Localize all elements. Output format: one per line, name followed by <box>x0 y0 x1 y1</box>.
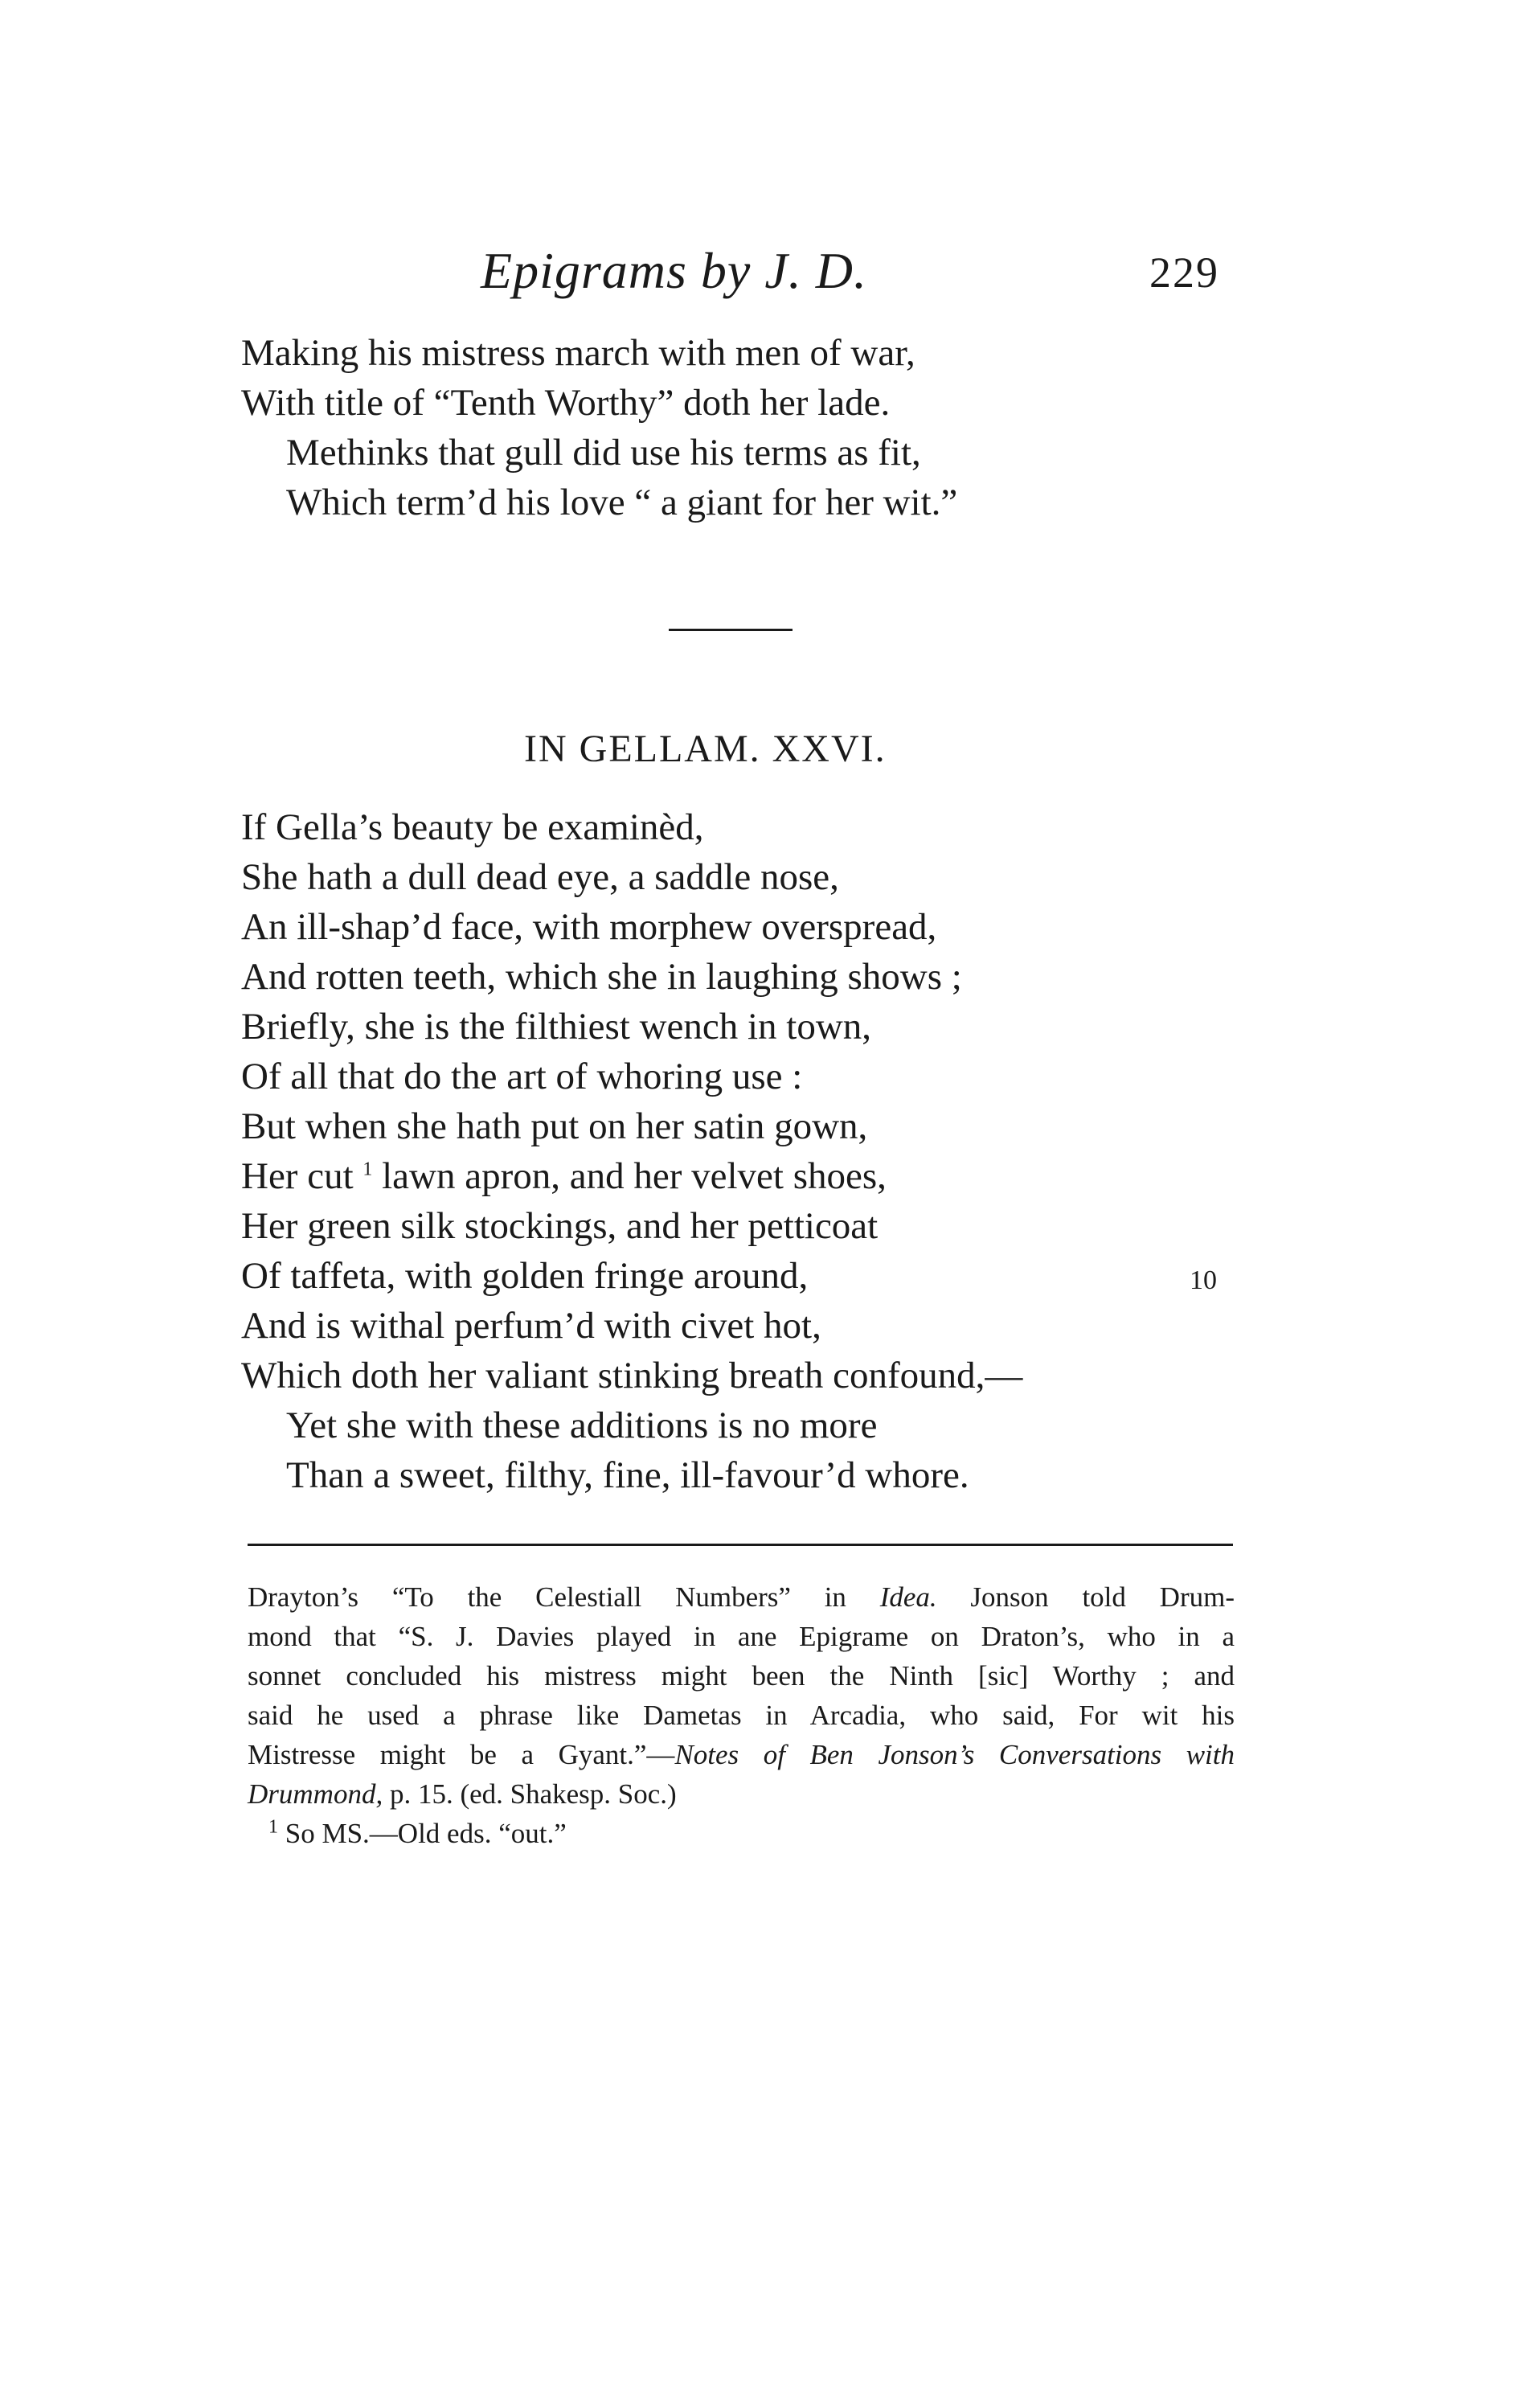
page-number: 229 <box>1149 248 1219 297</box>
footnote-1: $^1$ So MS.—Old eds. “out.” <box>268 1816 567 1849</box>
note-line: Drayton’s “To the Celestiall Numbers” in Idea. Jonson told Drum- <box>248 1581 1235 1613</box>
footnote-marker: 1 <box>362 1158 373 1180</box>
verse-line: Methinks that gull did use his terms as fit, <box>286 432 921 474</box>
poem-line: Which doth her valiant stinking breath confound,— <box>241 1355 1023 1396</box>
section-title: IN GELLAM. XXVI. <box>524 728 887 770</box>
poem-line: Of all that do the art of whoring use : <box>241 1056 803 1097</box>
footnotes <box>248 1577 1235 1853</box>
section-divider <box>669 629 793 631</box>
verse-line: With title of “Tenth Worthy” doth her lade. <box>241 382 891 424</box>
note-line: sonnet concluded his mistress might been the Ninth [sic] Worthy ; and <box>248 1660 1235 1692</box>
note-line: Mistresse might be a Gyant.”—Notes of Ben Jonson’s Conversations with <box>248 1739 1235 1770</box>
note-line: mond that “S. J. Davies played in ane Epigrame on Draton’s, who in a <box>248 1621 1235 1652</box>
poem-line: If Gella’s beauty be examinèd, <box>241 806 704 848</box>
poem-line: And rotten teeth, which she in laughing shows ; <box>241 956 962 998</box>
continued-verse <box>241 328 957 527</box>
poem-line-prefix: Her cut <box>241 1155 354 1197</box>
poem <box>241 802 1217 1500</box>
poem-line-with-footnote <box>241 1151 1022 1201</box>
poem-line: Briefly, she is the filthiest wench in town, <box>241 1006 872 1048</box>
footnote-rule <box>248 1544 1233 1546</box>
poem-line: An ill-shap’d face, with morphew overspread, <box>241 906 937 948</box>
poem-line: But when she hath put on her satin gown, <box>241 1105 868 1147</box>
poem-line-rest: lawn apron, and her velvet shoes, <box>382 1155 887 1197</box>
poem-line-text: Of taffeta, with golden fringe around, <box>241 1255 809 1297</box>
line-number: 10 <box>1190 1265 1217 1295</box>
note-line: Drummond, p. 15. (ed. Shakesp. Soc.) <box>248 1778 677 1810</box>
running-head <box>0 241 1540 306</box>
poem-line: She hath a dull dead eye, a saddle nose, <box>241 856 839 898</box>
poem-line: Yet she with these additions is no more <box>286 1405 878 1446</box>
poem-line: Her green silk stockings, and her petticoat <box>241 1205 879 1247</box>
poem-line: And is withal perfum’d with civet hot, <box>241 1305 821 1347</box>
footnote-marker: 1 <box>268 1816 278 1838</box>
poem-line: Than a sweet, filthy, fine, ill-favour’d whore. <box>286 1454 969 1496</box>
verse-line: Which term’d his love “ a giant for her wit.” <box>286 482 958 523</box>
note-line: said he used a phrase like Dametas in Arcadia, who said, For wit his <box>248 1700 1235 1731</box>
verse-line: Making his mistress march with men of war, <box>241 332 915 374</box>
running-title: Epigrams by J. D. <box>481 242 867 299</box>
poem-line-numbered <box>241 1251 1217 1301</box>
